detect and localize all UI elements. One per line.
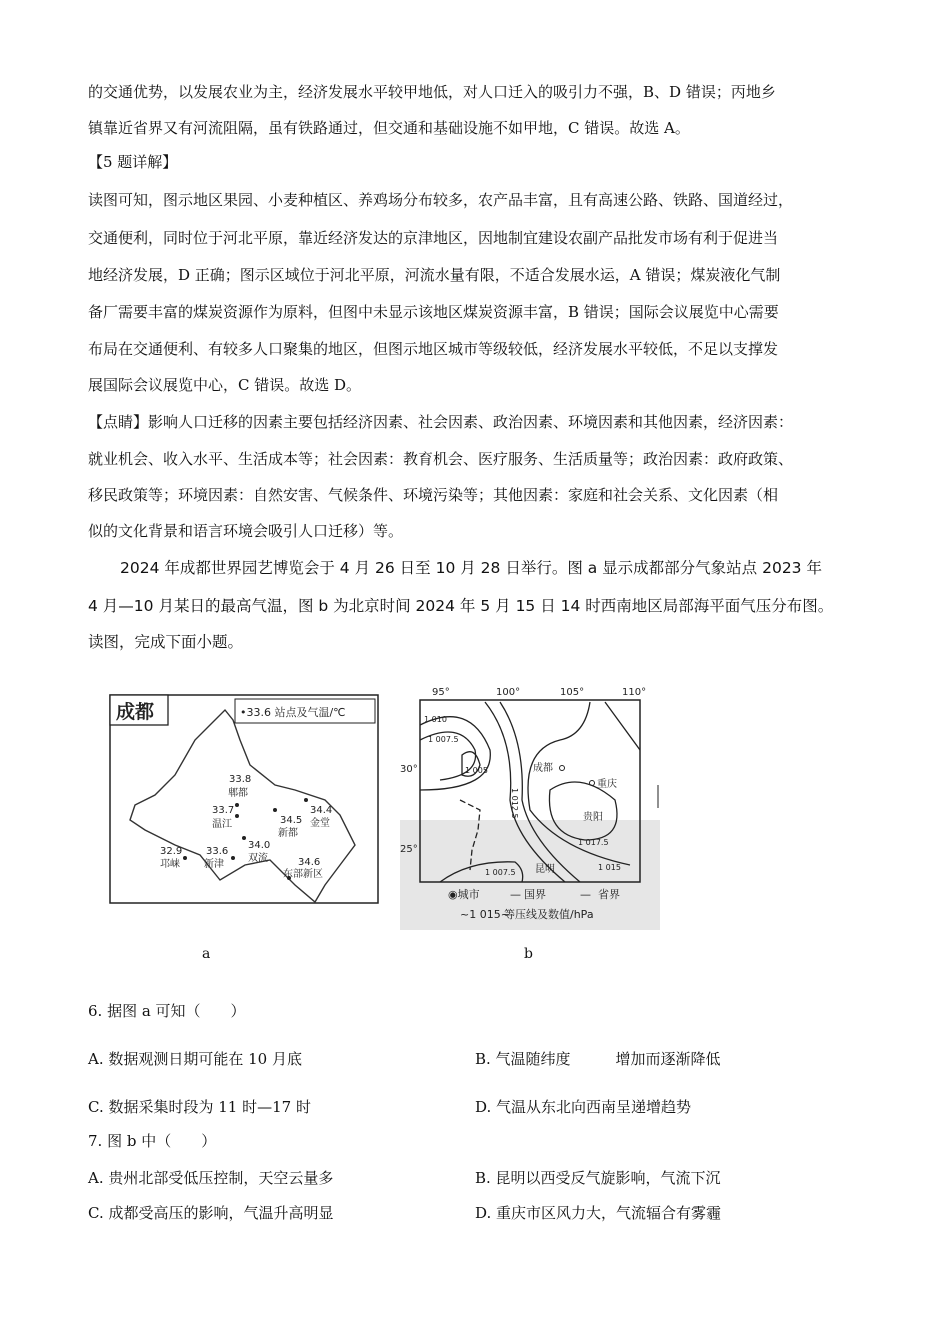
svg-text:金堂: 金堂 bbox=[310, 818, 330, 829]
figure-a-title: 成都 bbox=[116, 701, 155, 723]
question-6-option-c[interactable]: C. 数据采集时段为 11 时—17 时 bbox=[88, 1098, 311, 1116]
intro-line: 4 月—10 月某日的最高气温，图 b 为北京时间 2024 年 5 月 15 日 14 时西南地区局部海平面气压分布图。 bbox=[88, 597, 834, 615]
svg-text:1 007.5: 1 007.5 bbox=[428, 735, 459, 744]
question-6-option-a[interactable]: A. 数据观测日期可能在 10 月底 bbox=[88, 1050, 302, 1068]
svg-text:34.5: 34.5 bbox=[280, 815, 303, 826]
svg-text:110°: 110° bbox=[622, 687, 647, 698]
svg-text:32.9: 32.9 bbox=[160, 846, 183, 857]
question-6-option-d[interactable]: D. 气温从东北向西南呈递增趋势 bbox=[475, 1098, 692, 1116]
svg-text:东部新区: 东部新区 bbox=[283, 869, 323, 880]
svg-text:30°: 30° bbox=[400, 764, 418, 775]
question-7-option-a[interactable]: A. 贵州北部受低压控制，天空云量多 bbox=[88, 1169, 334, 1187]
svg-text:25°: 25° bbox=[400, 844, 418, 855]
svg-text:—: — bbox=[510, 888, 521, 901]
text-line: 展国际会议展览中心，C 错误。故选 D。 bbox=[88, 376, 362, 394]
svg-text:成都: 成都 bbox=[533, 763, 553, 774]
svg-text:100°: 100° bbox=[496, 687, 521, 698]
svg-text:新都: 新都 bbox=[278, 828, 298, 839]
text-line: 移民政策等；环境因素：自然安害、气候条件、环境污染等；其他因素：家庭和社会关系、文化因素（相 bbox=[88, 486, 779, 504]
question-7-option-c[interactable]: C. 成都受高压的影响，气温升高明显 bbox=[88, 1204, 334, 1222]
text-line: 布局在交通便利、有较多人口聚集的地区，但图示地区城市等级较低，经济发展水平较低，不足以支撑发 bbox=[88, 340, 779, 358]
figure-a-map bbox=[100, 680, 385, 910]
svg-text:1 017.5: 1 017.5 bbox=[578, 838, 609, 847]
svg-text:邛崃: 邛崃 bbox=[160, 859, 180, 870]
svg-text:昆明: 昆明 bbox=[535, 864, 555, 875]
svg-text:双流: 双流 bbox=[248, 853, 268, 864]
svg-text:1 005: 1 005 bbox=[465, 766, 488, 775]
svg-text:1 007.5: 1 007.5 bbox=[485, 868, 516, 877]
svg-text:国界: 国界 bbox=[524, 888, 546, 901]
svg-text:—: — bbox=[580, 888, 591, 901]
question-7-option-b[interactable]: B. 昆明以西受反气旋影响，气流下沉 bbox=[475, 1169, 721, 1187]
svg-text:◉城市: ◉城市 bbox=[448, 888, 480, 901]
figure-a-legend: •33.6 站点及气温/℃ bbox=[240, 706, 346, 719]
svg-text:34.0: 34.0 bbox=[248, 840, 271, 851]
question-7-option-d[interactable]: D. 重庆市区风力大，气流辐合有雾霾 bbox=[475, 1204, 722, 1222]
text-line: 的交通优势，以发展农业为主，经济发展水平较甲地低，对人口迁入的吸引力不强，B、D 错误；丙地乡 bbox=[88, 83, 776, 101]
question-6-stem: 6. 据图 a 可知（ ） bbox=[88, 1002, 246, 1020]
figure-a-caption: a bbox=[202, 946, 211, 962]
svg-text:郫都: 郫都 bbox=[228, 788, 248, 799]
svg-text:温江: 温江 bbox=[212, 819, 232, 830]
intro-line: 2024 年成都世界园艺博览会于 4 月 26 日至 10 月 28 日举行。图 a 显示成都部分气象站点 2023 年 bbox=[120, 559, 822, 577]
text-line: 镇靠近省界又有河流阻隔，虽有铁路通过，但交通和基础设施不如甲地，C 错误。故选 A。 bbox=[88, 119, 690, 137]
text-line: 【点睛】影响人口迁移的因素主要包括经济因素、社会因素、政治因素、环境因素和其他因素，经济因素： bbox=[88, 413, 794, 431]
text-line: 交通便利，同时位于河北平原，靠近经济发达的京津地区，因地制宜建设农副产品批发市场有利于促进当 bbox=[88, 229, 779, 247]
svg-text:1 012.5: 1 012.5 bbox=[510, 788, 519, 819]
svg-text:贵阳: 贵阳 bbox=[583, 812, 603, 823]
figure-b-caption: b bbox=[524, 946, 533, 962]
svg-text:等压线及数值/hPa: 等压线及数值/hPa bbox=[504, 908, 594, 921]
intro-line: 读图，完成下面小题。 bbox=[88, 633, 244, 651]
svg-text:1 010: 1 010 bbox=[424, 715, 447, 724]
svg-text:105°: 105° bbox=[560, 687, 585, 698]
svg-text:95°: 95° bbox=[432, 687, 450, 698]
text-line: 地经济发展，D 正确；图示区域位于河北平原，河流水量有限，不适合发展水运，A 错误；煤炭液化气制 bbox=[88, 266, 781, 284]
svg-text:33.6: 33.6 bbox=[206, 846, 229, 857]
figure-b-map bbox=[400, 680, 670, 930]
svg-text:重庆: 重庆 bbox=[597, 779, 617, 790]
text-line: 似的文化背景和语言环境会吸引人口迁移）等。 bbox=[88, 522, 404, 540]
svg-text:34.6: 34.6 bbox=[298, 857, 321, 868]
svg-text:33.7: 33.7 bbox=[212, 805, 235, 816]
text-line: 备厂需要丰富的煤炭资源作为原料，但图中未显示该地区煤炭资源丰富，B 错误；国际会议展览中心需要 bbox=[88, 303, 779, 321]
question-7-stem: 7. 图 b 中（ ） bbox=[88, 1132, 217, 1150]
svg-text:省界: 省界 bbox=[598, 888, 620, 901]
text-line: 读图可知，图示地区果园、小麦种植区、养鸡场分布较多，农产品丰富，且有高速公路、铁路、国道经过， bbox=[88, 191, 794, 209]
question-6-option-b[interactable]: B. 气温随纬度 增加而逐渐降低 bbox=[475, 1050, 721, 1068]
svg-text:1 015: 1 015 bbox=[598, 863, 621, 872]
svg-text:新津: 新津 bbox=[204, 859, 224, 870]
svg-text:34.4: 34.4 bbox=[310, 805, 333, 816]
section-heading: 【5 题详解】 bbox=[88, 153, 178, 171]
text-line: 就业机会、收入水平、生活成本等；社会因素：教育机会、医疗服务、生活质量等；政治因素：政府政策、 bbox=[88, 450, 794, 468]
svg-text:~1 015~: ~1 015~ bbox=[460, 908, 510, 921]
svg-text:33.8: 33.8 bbox=[229, 774, 252, 785]
